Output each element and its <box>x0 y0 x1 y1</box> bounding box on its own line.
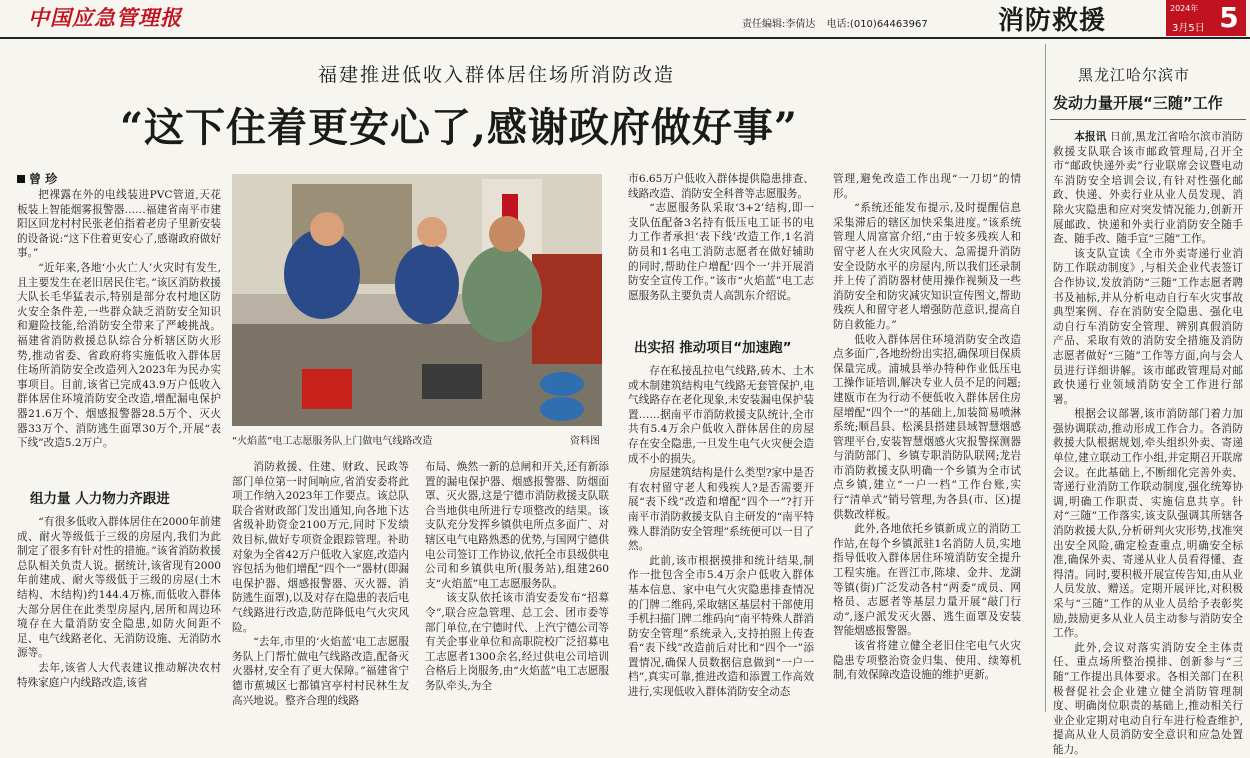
article-headline: “这下住着更安心了,感谢政府做好事” <box>120 104 798 151</box>
photo-illustration <box>232 174 602 426</box>
paragraph: 去年,该省人大代表建议推动解决农村特殊家庭户内线路改造,该省 <box>17 661 221 689</box>
editor-name: 责任编辑:李倩达 <box>742 19 816 30</box>
paragraph: 市6.65万户低收入群体提供隐患排查、线路改造、消防安全科普等志愿服务。 <box>628 173 814 200</box>
article-photo <box>232 174 602 426</box>
sidebar-body <box>1053 130 1243 756</box>
issue-year: 2024年 <box>1170 4 1199 13</box>
paragraph: 房屋建筑结构是什么类型?家中是否有农村留守老人和残疾人?是否需要开展“表下线”改造和增配“四个一”?打开南平市消防救援支队自主研发的“南平特殊人群消防安全管理”系统便可以一目了然。 <box>628 467 814 553</box>
paragraph-text: 日前,黑龙江省哈尔滨市消防救援支队联合该市邮政管理局,召开全市“邮政快递外卖”行业联席会议暨电动车消防安全培训会议,有针对性强化邮政、快递、外卖行业从业人员发现、消除火灾隐患和应对突发情况能力,创新开展邮政、快递和外卖行业消防安全随手查、随手改、随手宣“三随”工作。 <box>1053 131 1243 246</box>
paragraph: “去年,市里的‘火焰蓝’电工志愿服务队上门帮忙做电气线路改造,配备灭火器材,安全有了更大保障。”福建省宁德市蕉城区七都镇宫亭村村民林生友高兴地说。整齐合理的线路 <box>232 636 409 707</box>
article-column-5 <box>833 172 1021 712</box>
editor-phone: 电话:(010)64463967 <box>826 19 928 30</box>
paragraph: 该省将建立健全老旧住宅电气火灾隐患专项整治资金归集、使用、续筹机制,有效保障改造设施的维护更新。 <box>833 640 1021 682</box>
sidebar-rule <box>1050 119 1246 120</box>
paragraph: 此外,会议对落实消防安全主体责任、重点场所整治摸排、创新参与“三随”工作提出具体要求。各相关部门在积极督促社会企业建立健全消防管理制度、明确岗位职责的基础上,推动相关行业企业定期对电动自行车进行检查维护,提高从业人员消防安全意识和应急处置能力。 <box>1053 641 1243 756</box>
article-column-1b <box>17 515 221 712</box>
paragraph: 把裸露在外的电线装进PVC管道,天花板装上智能烟雾报警器……福建省南平市建阳区回龙村村民张老伯指着老房子里新安装的设备说:“这下住着更安心了,感谢政府做好事。” <box>17 189 221 260</box>
paragraph: 消防救援、住建、财政、民政等部门单位第一时间响应,省消安委将此项工作纳入2023年工作要点。该总队联合省财政部门发出通知,向各地下达省级补助资金2100万元,同时下发绩效目标,做好专项资金跟踪管理。补助对象为全省42万户低收入家庭,改造内容包括为他们增配“四个一”器材(即漏电保护器、烟感报警器、灭火器、消防逃生面罩),以及对存在隐患的表后电气线路进行改造,防范降低电气火灾风险。 <box>232 461 409 634</box>
article-column-4b <box>628 364 814 712</box>
article-column-2 <box>232 460 409 712</box>
paragraph: 布局、焕然一新的总闸和开关,还有新添置的漏电保护器、烟感报警器、防烟面罩、灭火器,这是宁德市消防救援支队联合当地供电所进行专项整改的结果。该支队充分发挥乡镇供电所点多面广、对辖区电气电路熟悉的优势,与国网宁德供电公司签订工作协议,依托全市县级供电公司和乡镇供电所(服务站),组建260支“火焰蓝”电工志愿服务队。 <box>425 461 609 590</box>
paragraph: “有很多低收入群体居住在2000年前建成、耐火等级低于三级的房屋内,我们为此制定了很多有针对性的措施。”该省消防救援总队相关负责人说。据统计,该省现有2000年前建成、耐火等级低于三级的房屋(土木结构、木结构)约144.4万栋,而低收入群体大部分居住在此类型房屋内,居所和周边环境存在大量消防安全隐患,如防火间距不足、电气线路老化、无消防设施、无消防水源等。 <box>17 516 221 660</box>
paragraph: 此外,各地依托乡镇新成立的消防工作站,在每个乡镇派驻1名消防人员,实地指导低收入群体居住环境消防安全提升工程实施。在晋江市,陈埭、金井、龙湖等镇(街)广泛发动各村“两委”成员、网格员、志愿者等基层力量开展“敲门行动”,逐户派发灭火器、逃生面罩及安装智能烟感报警器。 <box>833 523 1021 638</box>
column-divider <box>1045 44 1046 712</box>
section-title: 消防救援 <box>998 6 1107 36</box>
subheading-1: 组力量 人力物力齐跟进 <box>30 491 170 507</box>
sidebar-headline: 发动力量开展“三随”工作 <box>1053 94 1223 112</box>
paragraph: “近年来,各地‘小火亡人’火灾时有发生,且主要发生在老旧居民住宅。”该区消防救援大队长毛华猛表示,特别是部分农村地区防火安全条件差,一些群众缺乏消防安全知识和避险技能,给消防安全带来了严峻挑战。福建省消防救援总队综合分析辖区防火形势,推动省委、省政府将实施低收入群体居住场所消防安全改造列入2023年为民办实事项目。目前,该省已完成43.9万户低收入群体居住环境消防安全改造,增配漏电保护器21.6万个、烟感报警器28.5万个、灭火器33万个、消防逃生面罩30万个,开展“表下线”改造5.2万户。 <box>17 261 221 450</box>
paragraph: 该支队依托该市消安委发布“招募令”,联合应急管理、总工会、团市委等部门单位,在宁德时代、上汽宁德公司等有关企事业单位和高职院校广泛招募电工志愿者1300余名,经过供电公司培训合格后上岗服务,由“火焰蓝”电工志愿服务队牵头,为全 <box>425 592 609 692</box>
paragraph: 根据会议部署,该市消防部门着力加强协调联动,推动形成工作合力。各消防救援大队根据规划,牵头组织外卖、寄递单位,建立联动工作小组,并定期召开联席会议。在此基础上,不断细化完善外卖、寄递行业消防工作联动制度,强化统筹协调,明确工作职责、实施信息共享。针对“三随”工作落实,该支队强调其所辖各消防救援大队,分析研判火灾形势,找准突出安全风险,确定检查重点,明确安全标准,确保外卖、寄递从业人员看得懂、查得清。同时,要积极开展宣传告知,由从业人员发放、赠送。定期开展评比,对积极采与“三随”工作的从业人员给予表彰奖励,鼓励更多从业人员主动参与消防安全工作。 <box>1053 408 1243 640</box>
issue-date: 3月5日 <box>1172 23 1205 34</box>
page-number: 5 <box>1212 0 1246 36</box>
editor-info <box>742 15 936 30</box>
article-subtitle: 福建推进低收入群体居住场所消防改造 <box>318 64 676 86</box>
article-column-1 <box>17 188 221 474</box>
article-author: 曾 珍 <box>17 170 57 187</box>
newspaper-logo: 中国应急管理报 <box>28 5 182 30</box>
sidebar-kicker: 黑龙江哈尔滨市 <box>1078 66 1191 84</box>
article-column-3 <box>425 460 609 712</box>
paragraph: 此前,该市根据摸排和统计结果,制作一批包含全市5.4万余户低收入群体基本信息、家中电气火灾隐患排查情况的门牌二维码,采取辖区基层村干部使用手机扫描门牌二维码向“南平特殊人群消防安全管理”系统录入,支持拍照上传查看“表下线”改造前后对比和“四个一”添置情况,确保人员数据信息做到“一户一档”,真实可靠,推进改造和添置工作高效进行,实现低收入群体消防安全动态 <box>628 554 814 699</box>
lead-tag: 本报讯 <box>1074 131 1107 143</box>
subheading-2: 出实招 推动项目“加速跑” <box>634 340 792 356</box>
paragraph: 存在私接乱拉电气线路,砖木、土木或木制建筑结构电气线路无套管保护,电气线路存在老化现象,未安装漏电保护装置……据南平市消防救援支队统计,全市共有5.4万余户低收入群体居住的房屋存在安全隐患,一旦发生电气火灾便会造成不小的损失。 <box>628 365 814 465</box>
paragraph: 该支队宣读《全市外卖寄递行业消防工作联动制度》,与相关企业代表签订合作协议,发放消防“三随”工作志愿者聘书及袖标,并从分析电动自行车火灾事故典型案例、存在消防安全隐患、强化电动自行车消防安全管理、辨别真假消防产品、采取有效的消防安全措施及消防志愿者做好“三随”工作等方面,向与会人员进行详细讲解。该市邮政管理局对邮政快递行业领域消防安全工作进行部署。 <box>1053 247 1243 406</box>
photo-credit: 资料图 <box>570 436 600 447</box>
paragraph: 管理,避免改造工作出现“一刀切”的情形。 <box>833 173 1021 200</box>
paragraph: 低收入群体居住环境消防安全改造点多面广,各地纷纷出实招,确保项目保质保量完成。浦城县举办特种作业低压电工操作证培训,解决专业人员不足的问题;建瓯市在为行动不便低收入群体居住房屋增配“四个一”的基础上,加装简易喷淋系统;顺昌县、松溪县搭建县域智慧烟感管理平台,安装智慧烟感火灾报警探测器与消防部门、乡镇专职消防队联网;龙岩市消防救援支队明确一个乡镇为全市试点乡镇,建立“一户一档”工作台账,实行“清单式”销号管理,为各县(市、区)提供数改样板。 <box>833 333 1021 521</box>
caption-text: “火焰蓝”电工志愿服务队上门做电气线路改造 <box>232 436 433 447</box>
paragraph: “系统还能发布提示,及时提醒信息采集滞后的辖区加快采集进度。”该系统管理人周富富介绍,“由于较多残疾人和留守老人在火灾风险大、急需提升消防安全设防水平的房屋内,所以我们还录制并上传了消防器材使用操作视频及一些消防安全和防灾减灾知识宣传图文,帮助残疾人和留守老人增强防范意识,提高自防自救能力。” <box>833 202 1021 331</box>
photo-caption <box>232 432 602 447</box>
article-column-4a <box>628 172 814 324</box>
paragraph: “志愿服务队采取‘3+2’结构,即一支队伍配备3名持有低压电工证书的电力工作者承担‘表下线’改造工作,1名消防员和1名电工消防志愿者在做好辅助的同时,帮助住户增配‘四个一’并开展消防安全宣传工作。”该市“火焰蓝”电工志愿服务队主要负责人高凯东介绍说。 <box>628 202 814 302</box>
date-box <box>1166 0 1212 36</box>
top-rule <box>0 37 1250 39</box>
paragraph <box>1053 130 1243 247</box>
